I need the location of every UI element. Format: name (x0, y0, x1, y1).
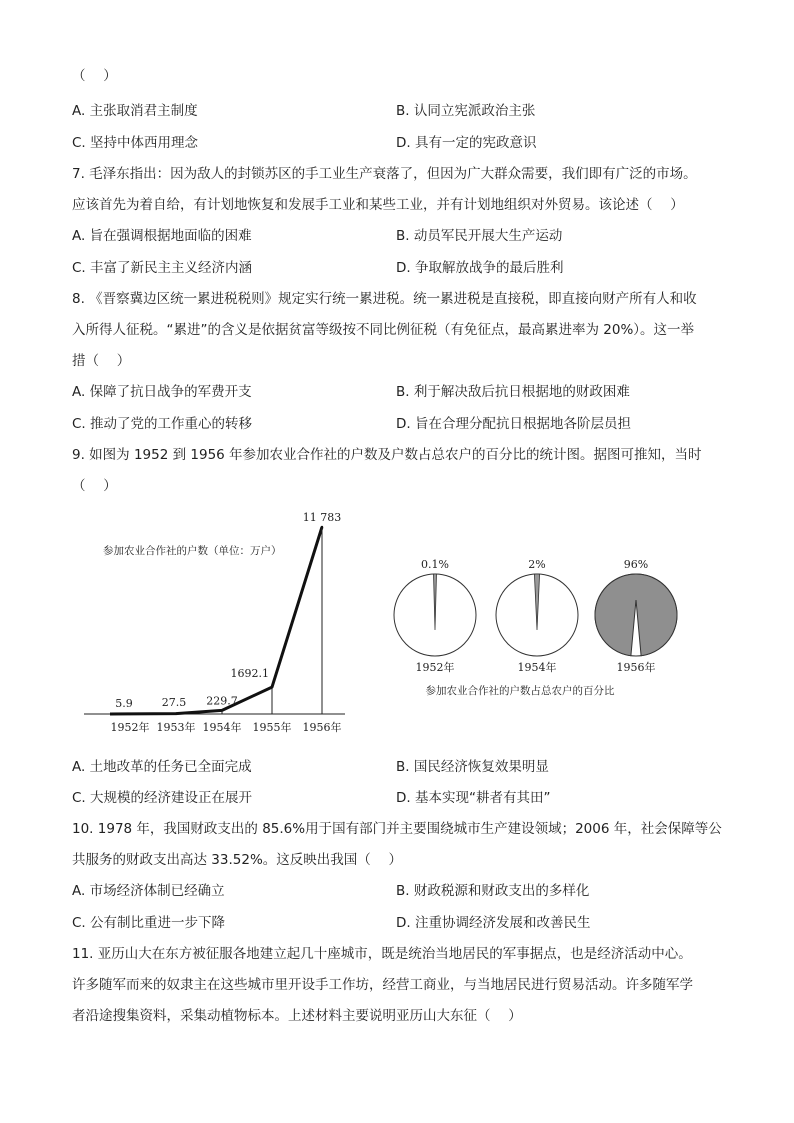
data-label-1953年: 27.5 (161, 696, 187, 709)
households-line-chart (84, 511, 345, 734)
x-tick-1954年: 1954年 (202, 721, 242, 734)
q11-stem-line-3: 者沿途搜集资料，采集动植物标本。上述材料主要说明亚历山大东征（ ） (72, 1008, 522, 1024)
pie-chart-title: 参加农业合作社的户数占总农户的百分比 (425, 685, 615, 697)
data-point-1953年 (175, 712, 177, 714)
q8-option-b: B. 利于解决敌后抗日根据地的财政困难 (396, 384, 630, 400)
q9-option-b: B. 国民经济恢复效果明显 (396, 759, 549, 775)
q9-option-a: A. 土地改革的任务已全面完成 (72, 759, 252, 775)
q10-option-d: D. 注重协调经济发展和改善民生 (396, 915, 591, 931)
q9-option-d: D. 基本实现“耕者有其田” (396, 790, 551, 806)
q6-option-b: B. 认同立宪派政治主张 (396, 103, 536, 119)
q11-stem-line-2: 许多随军而来的奴隶主在这些城市里开设手工作坊，经营工商业，与当地居民进行贸易活动。许多随军学 (72, 977, 693, 993)
pie-year-1952年: 1952年 (415, 661, 455, 674)
q11-stem-line-1: 11. 亚历山大在东方被征服各地建立起几十座城市，既是统治当地居民的军事据点，也是经济活动中心。 (72, 946, 692, 962)
q8-option-d: D. 旨在合理分配抗日根据地各阶层员担 (396, 416, 631, 432)
pie-label-1956年: 96% (623, 558, 649, 571)
q7-option-d: D. 争取解放战争的最后胜利 (396, 260, 564, 276)
q7-option-c: C. 丰富了新民主主义经济内涵 (72, 260, 253, 276)
x-tick-1952年: 1952年 (110, 721, 150, 734)
percentage-pie-charts (394, 558, 677, 697)
pie-year-1954年: 1954年 (517, 661, 557, 674)
data-point-1954年 (221, 709, 223, 711)
q6-option-a: A. 主张取消君主制度 (72, 103, 198, 119)
q8-option-a: A. 保障了抗日战争的军费开支 (72, 384, 252, 400)
pie-1954年 (496, 558, 578, 674)
q8-option-c: C. 推动了党的工作重心的转移 (72, 416, 253, 432)
q8-stem-line-1: 8. 《晋察冀边区统一累进税税则》规定实行统一累进税。统一累进税是直接税，即直接向财产所有人和收 (72, 291, 697, 307)
q7-stem-line-2: 应该首先为着自给，有计划地恢复和发展手工业和某些工业，并有计划地组织对外贸易。该论述（ ） (72, 197, 684, 213)
q7-stem-line-1: 7. 毛泽东指出：因为敌人的封锁苏区的手工业生产衰落了，但因为广大群众需要，我们即有广泛的市场。 (72, 166, 697, 182)
q9-stem-line-1: 9. 如图为 1952 到 1956 年参加农业合作社的户数及户数占总农户的百分比的统计图。据图可推知，当时 (72, 447, 702, 463)
q7-option-a: A. 旨在强调根据地面临的困难 (72, 228, 252, 244)
data-label-1956年: 11 783 (302, 511, 342, 524)
q7-option-b: B. 动员军民开展大生产运动 (396, 228, 563, 244)
q8-stem-line-3: 措（ ） (72, 353, 131, 369)
q9-option-c: C. 大规模的经济建设正在展开 (72, 790, 253, 806)
q9-figure-svg (0, 505, 794, 750)
pie-label-1954年: 2% (528, 558, 546, 571)
x-tick-1953年: 1953年 (156, 721, 196, 734)
pie-label-1952年: 0.1% (421, 558, 449, 571)
data-point-1952年 (129, 713, 131, 715)
data-label-1954年: 229.7 (206, 694, 238, 708)
q9-figure (0, 505, 794, 750)
q6-blank: （ ） (72, 68, 117, 84)
data-point-1955年 (271, 686, 273, 688)
pie-1952年 (394, 558, 476, 674)
q9-stem-line-2: （ ） (72, 478, 117, 494)
q10-option-c: C. 公有制比重进一步下降 (72, 915, 226, 931)
q8-stem-line-2: 入所得人征税。“累进”的含义是依据贫富等级按不同比例征税（有免征点，最高累进率为 20%）。这一举 (72, 322, 695, 338)
pie-year-1956年: 1956年 (616, 661, 656, 674)
data-label-1955年: 1692.1 (230, 667, 269, 681)
pie-1956年 (595, 558, 677, 674)
data-label-1952年: 5.9 (115, 697, 133, 710)
data-point-1956年 (321, 526, 323, 528)
q10-stem-line-1: 10. 1978 年，我国财政支出的 85.6%用于国有部门并主要围绕城市生产建设领域；2006 年，社会保障等公 (72, 821, 722, 837)
q10-stem-line-2: 共服务的财政支出高达 33.52%。这反映出我国（ ） (72, 852, 403, 868)
line-chart-title: 参加农业合作社的户数（单位：万户） (103, 545, 282, 557)
q10-option-b: B. 财政税源和财政支出的多样化 (396, 883, 590, 899)
x-tick-1955年: 1955年 (252, 721, 292, 734)
x-tick-1956年: 1956年 (302, 721, 342, 734)
q6-option-c: C. 坚持中体西用理念 (72, 135, 199, 151)
q6-option-d: D. 具有一定的宪政意识 (396, 135, 537, 151)
q10-option-a: A. 市场经济体制已经确立 (72, 883, 225, 899)
